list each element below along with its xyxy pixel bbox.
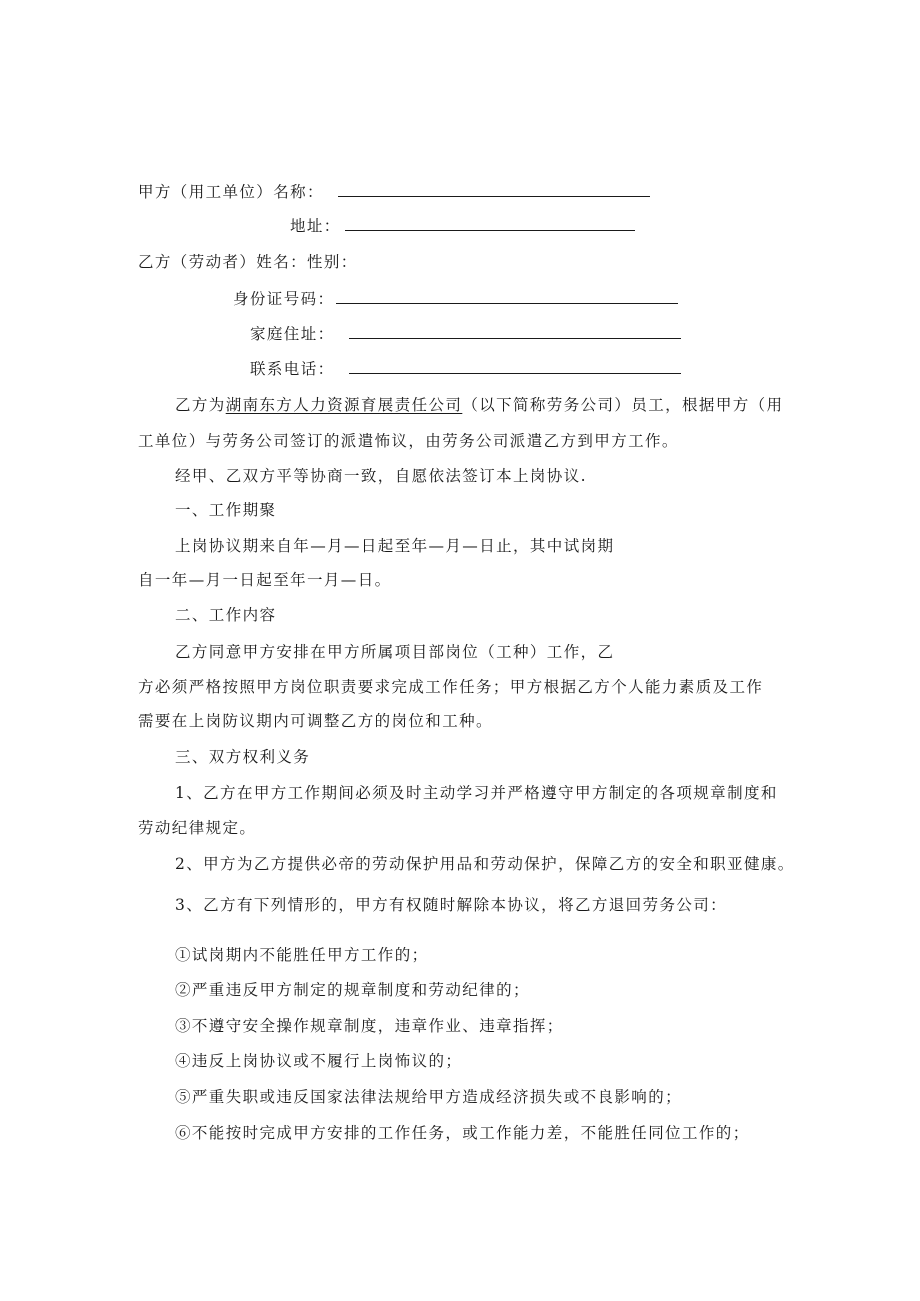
section-1-title: 一、工作期聚 xyxy=(175,501,277,519)
address-label: 地址： xyxy=(290,217,341,235)
home-address-blank[interactable] xyxy=(349,322,681,339)
phone-line xyxy=(250,357,681,380)
phone-label: 联系电话： xyxy=(250,360,335,378)
section-1-line-1: 上岗协议期来自年—月—日起至年—月—日止，其中试岗期 xyxy=(175,537,615,555)
home-label: 家庭住址： xyxy=(250,325,335,343)
section-3-item-2: 2、甲方为乙方提供必帝的劳动保护用品和劳动保护，保障乙方的安全和职亚健康。 xyxy=(175,855,795,873)
sub-item-1: ①试岗期内不能胜任甲方工作的； xyxy=(175,946,429,964)
sub-item-6: ⑥不能按时完成甲方安排的工作任务，或工作能力差，不能胜任同位工作的； xyxy=(175,1124,750,1142)
section-3-item-1-line-2: 劳动纪律规定。 xyxy=(138,819,257,837)
section-2-line-3: 需要在上岗防议期内可调整乙方的岗位和工种。 xyxy=(138,712,493,730)
company-name: 湖南东方人力资源育展责任公司 xyxy=(225,396,463,414)
party-a-line xyxy=(138,180,650,203)
sub-item-2: ②严重违反甲方制定的规章制度和劳动纪律的； xyxy=(175,981,530,999)
party-a-name-blank[interactable] xyxy=(338,180,650,197)
sub-item-4: ④违反上岗协议或不履行上岗怖议的； xyxy=(175,1052,463,1070)
intro-paragraph-2: 经甲、乙双方平等协商一致，自愿依法签订本上岗协议. xyxy=(175,467,587,485)
intro-paragraph-1-line-2: 工单位）与劳务公司签订的派遣怖议，由劳务公司派遣乙方到甲方工作。 xyxy=(138,432,679,450)
phone-blank[interactable] xyxy=(349,357,681,374)
address-line xyxy=(290,214,635,237)
intro-prefix: 乙方为 xyxy=(175,396,226,414)
party-a-label: 甲方（用工单位）名称： xyxy=(138,183,324,201)
sub-item-3: ③不遵守安全操作规章制度，违章作业、违章指挥； xyxy=(175,1017,564,1035)
section-2-line-1: 乙方同意甲方安排在甲方所属项目部岗位（工种）工作，乙 xyxy=(175,643,615,661)
intro-paragraph-1 xyxy=(175,394,783,416)
section-2-title: 二、工作内容 xyxy=(175,606,277,624)
section-1-line-2: 自一年—月一日起至年一月—日。 xyxy=(138,571,392,589)
address-blank[interactable] xyxy=(345,214,635,231)
intro-suffix: （以下简称劳务公司）员工，根据甲方（用 xyxy=(462,396,784,414)
section-3-item-1-line-1: 1、乙方在甲方工作期间必须及时主动学习并严格遵守甲方制定的各项规章制度和 xyxy=(175,784,778,802)
section-3-item-3: 3、乙方有下列情形的，甲方有权随时解除本协议，将乙方退回劳务公司： xyxy=(175,896,728,914)
id-label: 身份证号码： xyxy=(233,290,335,308)
home-line xyxy=(250,322,681,345)
id-number-blank[interactable] xyxy=(336,287,678,304)
section-2-line-2: 方必须严格按照甲方岗位职责要求完成工作任务；甲方根据乙方个人能力素质及工作 xyxy=(138,678,764,696)
id-line xyxy=(233,287,678,310)
sub-item-5: ⑤严重失职或违反国家法律法规给甲方造成经济损失或不良影响的； xyxy=(175,1088,683,1106)
party-b-line xyxy=(138,251,358,273)
party-b-label: 乙方（劳动者）姓名：性别： xyxy=(138,253,358,271)
section-3-title: 三、双方权利义务 xyxy=(175,748,311,766)
